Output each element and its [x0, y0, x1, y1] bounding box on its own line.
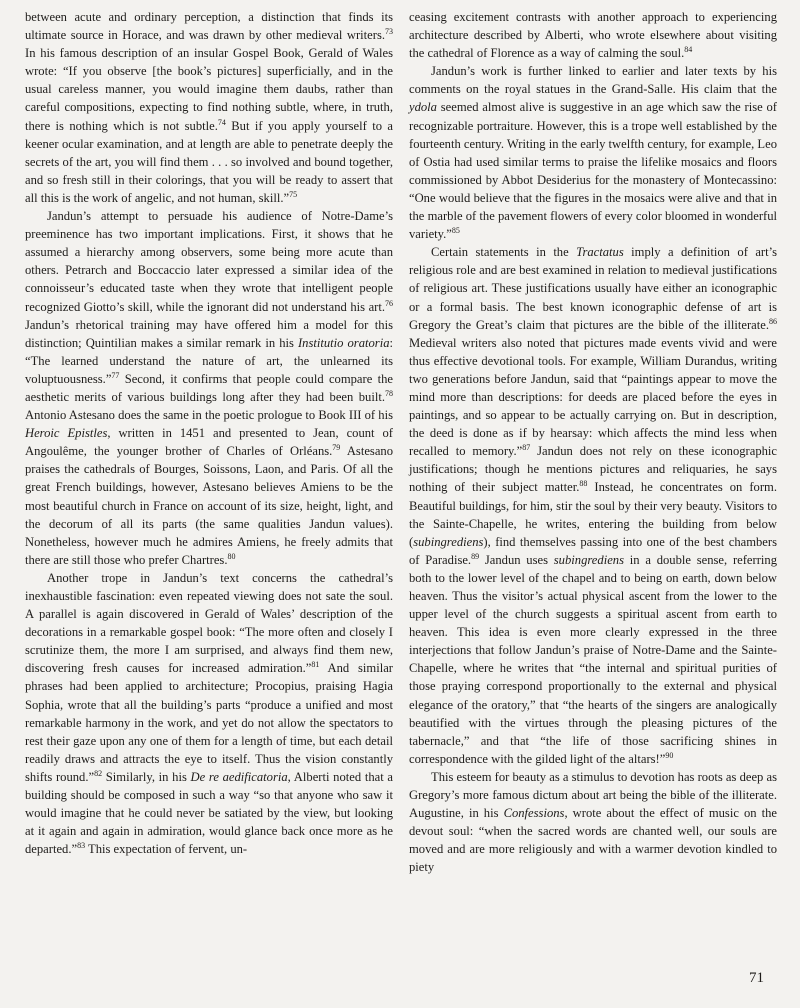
text-run: But if you apply yourself to a keener ocular examination, and at length are able to penetrate deeply the secrets of the art, you will find them . . . so involved and bound together, and so fresh still in their colorings, that you will be ready to assert that all this is the work of angelic, and not human, skill.”: [25, 118, 393, 205]
text-run: ), find themselves passing into one of the best chambers of Paradise.: [409, 534, 777, 567]
text-run: imply a definition of art’s religious role and are best examined in relation to medieval justifications of religious art. These justifications usually have either an iconographic or a formal basis. The best known iconographic defense of art is Gregory the Great’s claim that pictures are the bible of the illiterate.: [409, 245, 777, 332]
paragraph: [25, 569, 393, 859]
footnote-ref: 82: [94, 768, 103, 778]
text-run: In his famous description of an insular Gospel Book, Gerald of Wales wrote: “If you observe [the book’s pictures] superficially, and in the usual careless manner, you would imagine them daubs, rather than careful compositions, expecting to find nothing subtle, where, in truth, there is nothing which is not subtle.: [25, 46, 393, 133]
left-column: [25, 8, 393, 858]
text-run: in a double sense, referring both to the lower level of the chapel and to being on earth, down below heaven. Thus the visitor’s actual physical ascent from the lower to the upper level of the church suggests a spiritual ascent from earth to heaven. This idea is even more clearly expressed in the three interjections that follow Jandun’s praise of Notre-Dame and the Sainte-Chapelle, where he writes that “the internal and spiritual purities of those praying correspond proportionally to the external and physical elegance of the oratory,” that “the hearts of the singers are analogically beautified with the virtues through the pleasing pictures of the tabernacle,” and that “the life of those sacrificing shines in correspondence with the gilded light of the altars!”: [409, 552, 777, 766]
footnote-ref: 83: [77, 841, 86, 851]
footnote-ref: 87: [522, 443, 531, 453]
italic-title: Confessions: [503, 806, 565, 821]
paragraph: [409, 8, 777, 62]
text-run: This expectation of fervent, un-: [85, 842, 248, 857]
text-run: Jandun’s rhetorical training may have offered him a model for this distinction; Quintilian makes a similar remark in his: [25, 317, 393, 350]
text-run: Certain statements in the: [431, 245, 577, 260]
footnote-ref: 80: [227, 551, 236, 561]
footnote-ref: 86: [769, 316, 777, 326]
text-run: Another trope in Jandun’s text concerns the cathedral’s inexhaustible fascination: even repeated viewing does not sate the soul. A parallel is again discovered in Gerald of Wales’ description of the decorations in a remarkable gospel book: “The more often and closely I scrutinize them, the more I am surprised, and always find them new, discovering fresh causes for increased admiration.”: [25, 570, 393, 676]
footnote-ref: 78: [385, 388, 393, 398]
text-run: This esteem for beauty as a stimulus to devotion has roots as deep as Gregory’s more famous dictum about art being the bible of the illiterate. Augustine, in his: [409, 769, 777, 821]
paragraph: [409, 62, 777, 243]
text-run: Jandun does not rely on these iconographic justifications; though he mentions pictures and reliquaries, he says nothing of their subject matter.: [409, 444, 777, 495]
text-run: Instead, he concentrates on form. Beautiful buildings, for him, stir the soul by their very beauty. Visitors to the Sainte-Chapelle, he writes, entering the building from below (: [409, 480, 777, 549]
text-run: , written in 1451 and presented to Jean, count of Angoulême, the younger brother of Charles of Orléans.: [25, 426, 393, 459]
footnote-ref: 89: [471, 551, 480, 561]
footnote-ref: 76: [385, 298, 393, 308]
text-run: : “The learned understand the nature of art, the unlearned its voluptuousness.”: [25, 335, 393, 386]
text-run: , wrote about the effect of music on the devout soul: “when the sacred words are chanted well, our souls are moved and are more religiously and with a warmer devotion kindled to piety: [409, 806, 778, 875]
footnote-ref: 73: [385, 27, 393, 37]
footnote-ref: 79: [332, 443, 341, 453]
page-number: 71: [749, 970, 764, 986]
italic-title: subingrediens: [413, 534, 484, 549]
footnote-ref: 88: [579, 479, 588, 489]
footnote-ref: 77: [111, 370, 120, 380]
text-run: Jandun’s attempt to persuade his audience of Notre-Dame’s preeminence has two important implications. First, it shows that he assumed a hierarchy among observers, some being more acute than others. Petrarch and Boccaccio later expressed a similar idea of the connoisseur’s educated taste when they wrote that intelligent people recognized Giotto’s skill, while the ignorant did not understand his art.: [25, 209, 393, 314]
text-run: seemed almost alive is suggestive in an age which saw the rise of recognizable portraiture. However, this is a trope well established by the fourteenth century. Writing in the early twelfth century, for example, Leo of Ostia had used similar terms to praise the lifelike mosaics and floors commissioned by Abbot Desiderius for the monastery of Montecassino: “One would believe that the figures in the mosaics were alive and that in the marble of the pavement flowers of every color bloomed in wonderful variety.”: [409, 100, 777, 242]
footnote-ref: 81: [311, 660, 320, 670]
italic-title: De re aedificatoria: [190, 769, 288, 784]
text-run: between acute and ordinary perception, a distinction that finds its ultimate source in Horace, and was drawn by other medieval writers.: [25, 10, 393, 43]
text-run: Medieval writers also noted that pictures made events vivid and were thus effective devotional tools. For example, William Durandus, writing two generations before Jandun, said that “paintings appear to move the mind more than descriptions: for deeds are placed before the eyes in paintings, and so appear to be actually carrying on. But in description, the deed is done as if by hearsay: which affects the mind less when recalled to memory.”: [409, 335, 777, 459]
italic-title: ydola: [409, 100, 437, 115]
footnote-ref: 85: [451, 226, 460, 236]
text-run: , Alberti noted that a building should be composed in such a way “so that anyone who saw it would imagine that he could never be satiated by the view, but looking at it again and again in admiration, would glance back once more as he departed.”: [25, 769, 393, 857]
right-column: [409, 8, 777, 877]
italic-title: Tractatus: [576, 245, 624, 260]
footnote-ref: 74: [217, 117, 226, 127]
text-run: Second, it confirms that people could compare the aesthetic merits of various buildings long after they had been built.: [25, 371, 393, 404]
paragraph: [25, 8, 393, 207]
paragraph: [25, 207, 393, 569]
text-run: Antonio Astesano does the same in the poetic prologue to Book III of his: [25, 408, 393, 423]
italic-title: Heroic Epistles: [25, 426, 108, 441]
footnote-ref: 75: [289, 189, 298, 199]
paragraph: [409, 243, 777, 768]
text-run: And similar phrases had been applied to architecture; Procopius, praising Hagia Sophia, wrote that all the building’s parts “produce a unified and most remarkable harmony in the work, and yet do not allow the spectators to rest their gaze upon any one of them for a length of time, but each detail readily draws and attracts the eye to itself. Thus the vision constantly shifts round.”: [25, 661, 393, 784]
paragraph: [409, 768, 777, 877]
italic-title: subingrediens: [553, 552, 624, 567]
italic-title: Institutio oratoria: [297, 335, 390, 350]
text-run: ceasing excitement contrasts with another approach to experiencing architecture described by Alberti, who wrote elsewhere about visiting the cathedral of Florence as a way of calming the soul.: [409, 10, 777, 61]
text-run: Similarly, in his: [102, 769, 191, 784]
footnote-ref: 90: [665, 750, 674, 760]
text-run: Jandun uses: [479, 552, 554, 567]
footnote-ref: 84: [684, 45, 693, 55]
text-run: Jandun’s work is further linked to earlier and later texts by his comments on the royal statues in the Grand-Salle. His claim that the: [409, 64, 777, 97]
text-run: Astesano praises the cathedrals of Bourges, Soissons, Laon, and Paris. Of all the great French buildings, however, Astesano believes Amiens to be the most beautiful church in France on account of its size, height, light, and the decorum of all its parts (the same qualities Jandun values). Nonetheless, however much he admires Amiens, he freely admits that there are still those who prefer Chartres.: [25, 444, 393, 567]
